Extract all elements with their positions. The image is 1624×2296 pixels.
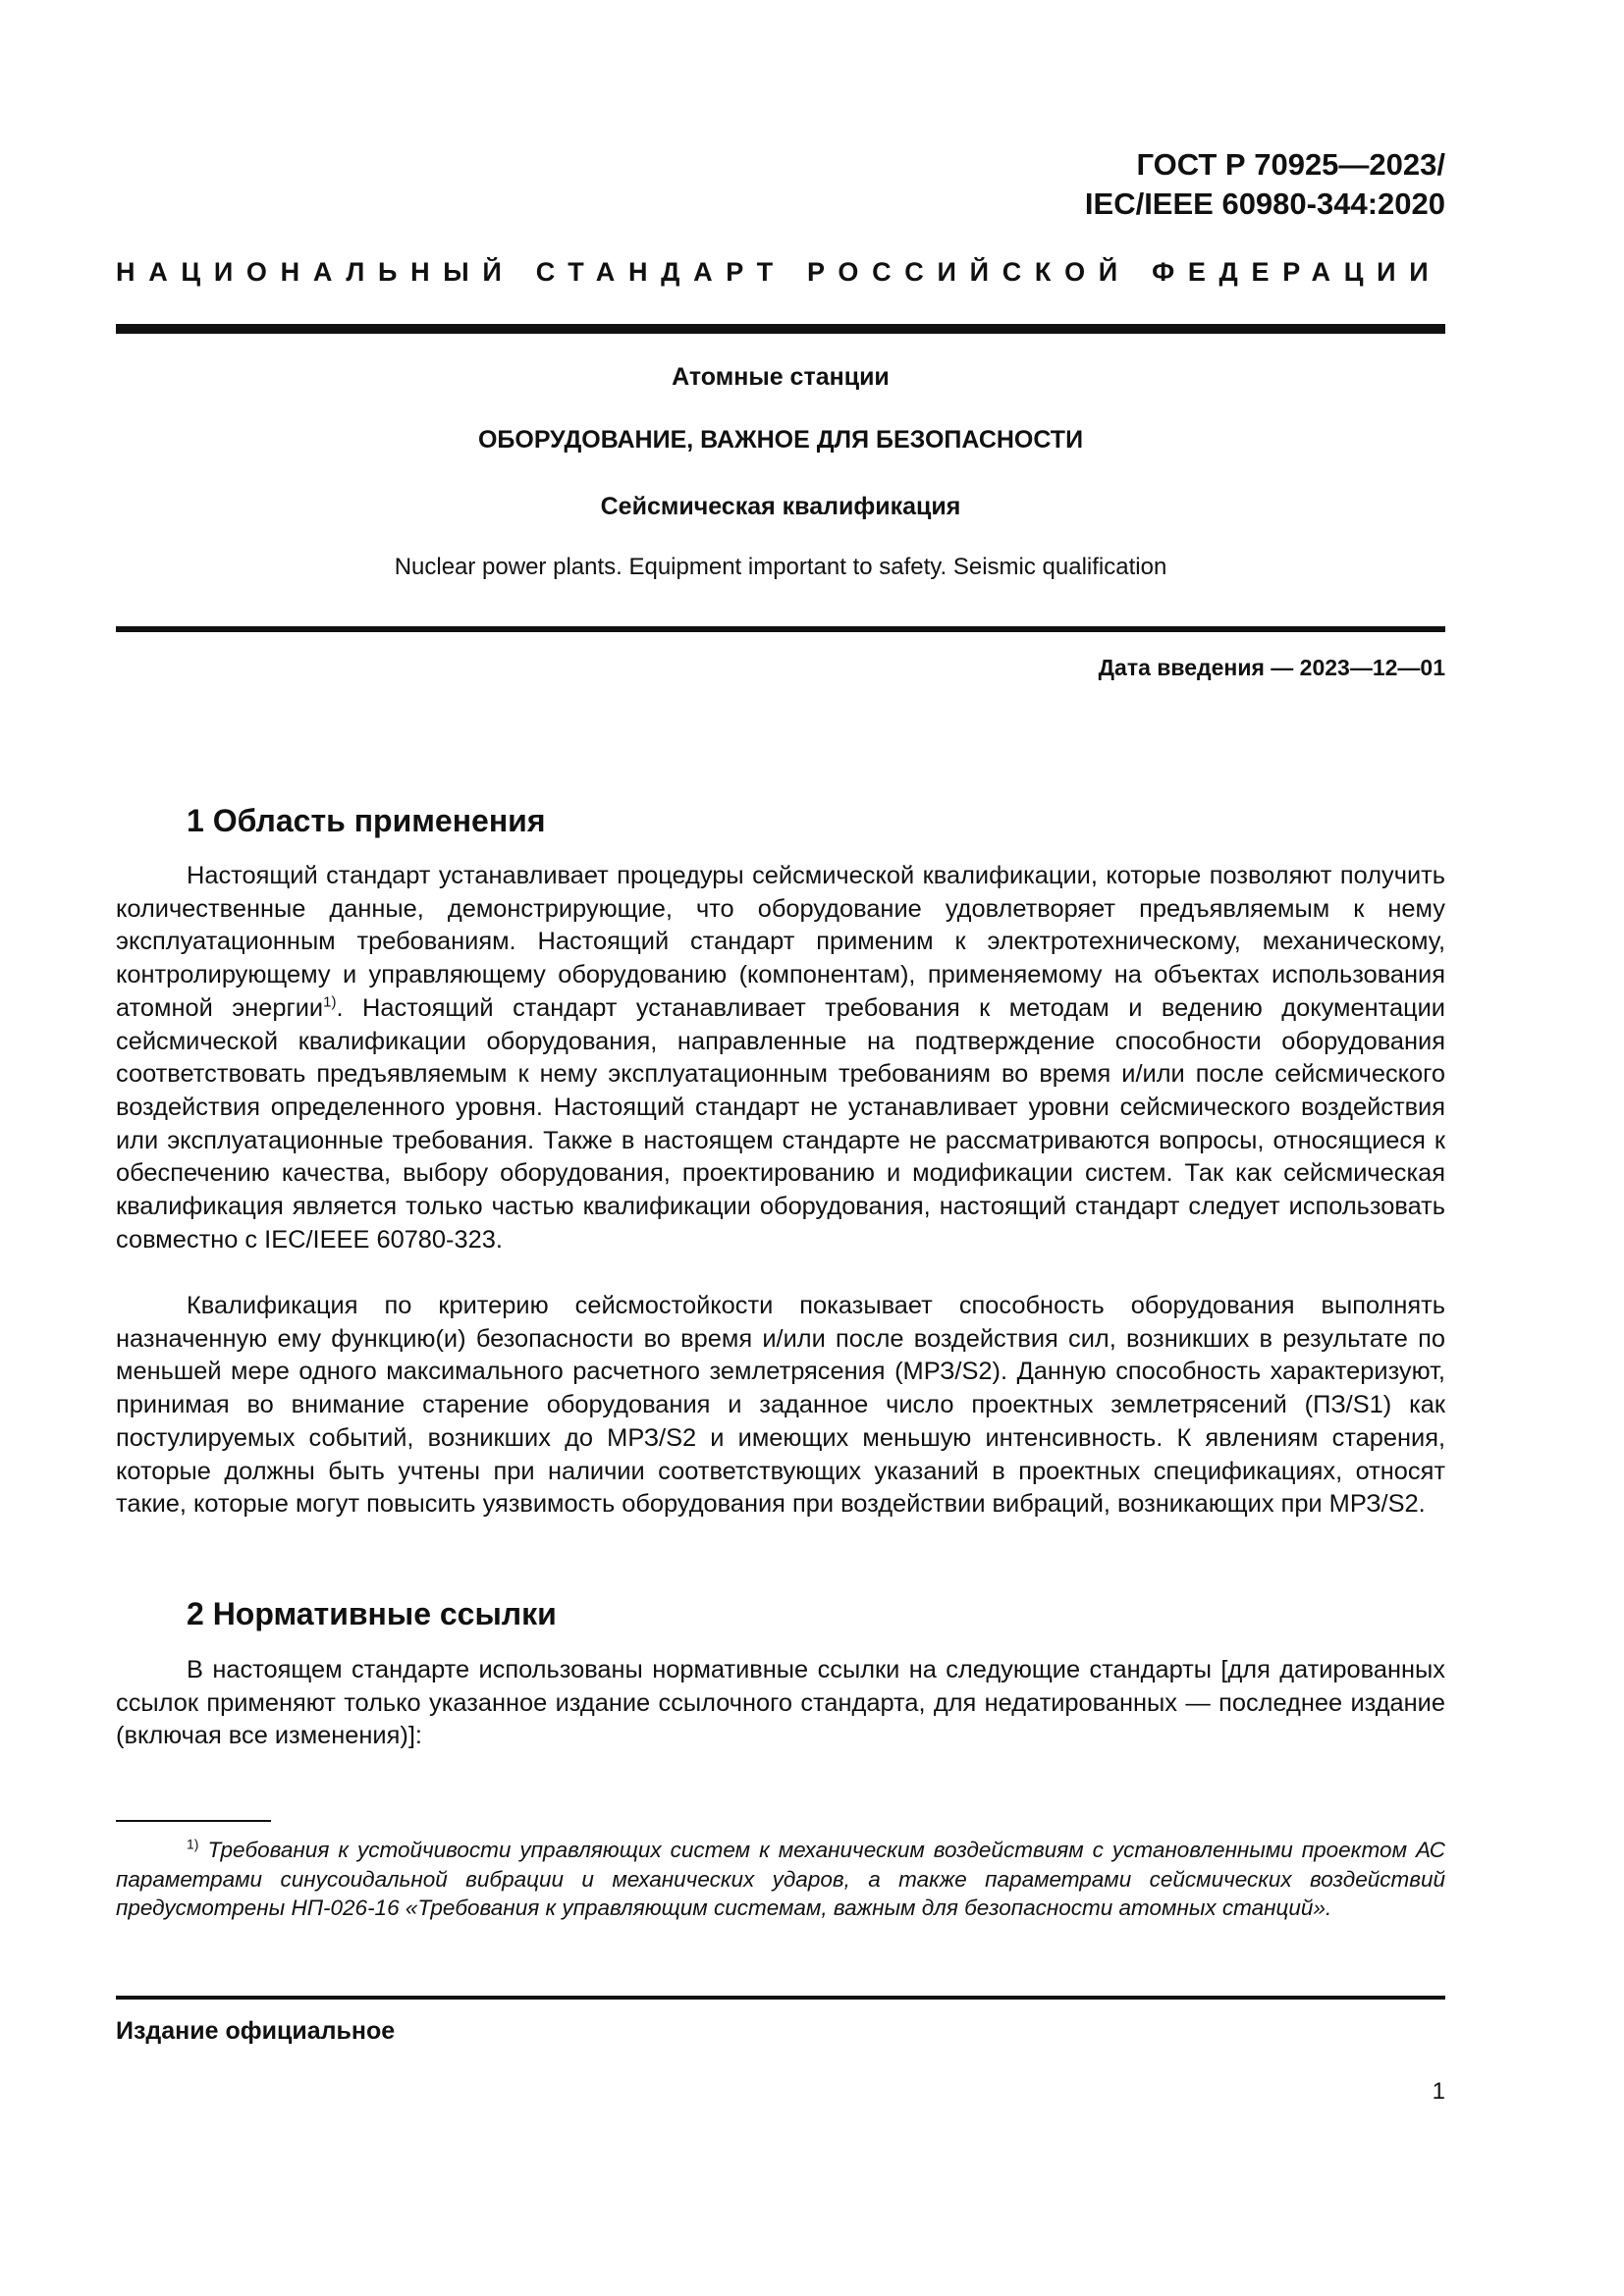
footnote xyxy=(116,1836,1445,1923)
title-subject: Сейсмическая квалификация xyxy=(600,493,961,520)
section-1-paragraph-1 xyxy=(116,860,1445,1256)
footnote-separator xyxy=(116,1820,271,1822)
title-main: ОБОРУДОВАНИЕ, ВАЖНОЕ ДЛЯ БЕЗОПАСНОСТИ xyxy=(477,426,1084,454)
standard-code-line-2: IEC/IEEE 60980-344:2020 xyxy=(1084,187,1445,221)
title-domain: Атомные станции xyxy=(672,363,890,391)
footer-divider xyxy=(116,1996,1445,2000)
national-standard-banner: НАЦИОНАЛЬНЫЙ СТАНДАРТ РОССИЙСКОЙ ФЕДЕРАЦИИ xyxy=(116,257,1442,287)
introduction-date: Дата введения — 2023—12—01 xyxy=(1098,655,1445,680)
standard-code-line-1: ГОСТ Р 70925—2023/ xyxy=(1136,147,1445,182)
page-number: 1 xyxy=(1432,2078,1445,2105)
section-2-heading: 2 Нормативные ссылки xyxy=(187,1596,557,1631)
footnote-text: Требования к устойчивости управляющих систем к механическим воздействиям с установленными проектом АС параметрами синусоидальной вибрации и механических ударов, а также параметрами сейсмических воздействий предусмотрены НП-026-16 «Требования к управляющим системам, важным для безопасности атомных станций». xyxy=(116,1838,1445,1920)
section-1-heading: 1 Область применения xyxy=(187,803,546,838)
section-1-paragraph-1-part-a: Настоящий стандарт устанавливает процедуры сейсмической квалификации, которые позволяют получить количественные данные, демонстрирующие, что оборудование удовлетворяет предъявляемым к нему эксплуатационным требованиям. Настоящий стандарт применим к электротехническому, механическому, контролирующему и управляющему оборудованию (компонентам), применяемому на объектах использования атомной энергии xyxy=(116,862,1445,1022)
section-2-paragraph-1: В настоящем стандарте использованы нормативные ссылки на следующие стандарты [для датированных ссылок применяют только указанное издание ссылочного стандарта, для недатированных — последнее издание (включая все изменения)]: xyxy=(116,1656,1445,1750)
top-divider xyxy=(116,324,1445,334)
footnote-reference[interactable]: 1) xyxy=(323,993,337,1011)
standard-code xyxy=(1085,145,1445,224)
section-1-paragraph-1-part-b: . Настоящий стандарт устанавливает требования к методам и ведению документации сейсмической квалификации оборудования, направленные на подтверждение способности оборудования соответствовать предъявляемым к нему эксплуатационным требованиям во время и/или после сейсмического воздействия определенного уровня. Настоящий стандарт не устанавливает уровни сейсмического воздействия или эксплуатационные требования. Также в настоящем стандарте не рассматриваются вопросы, относящиеся к обеспечению качества, выбору оборудования, проектированию и модификации систем. Так как сейсмическая квалификация является только частью квалификации оборудования, настоящий стандарт следует использовать совместно с IEC/IEEE 60780-323. xyxy=(116,993,1445,1254)
official-edition-label: Издание официальное xyxy=(116,2017,396,2045)
title-divider xyxy=(116,626,1445,632)
title-english: Nuclear power plants. Equipment important to safety. Seismic qualification xyxy=(394,554,1167,580)
section-1-paragraph-2: Квалификация по критерию сейсмостойкости показывает способность оборудования выполнять назначенную ему функцию(и) безопасности во время и/или после воздействия сил, возникших в результате по меньшей мере одного максимального расчетного землетрясения (МРЗ/S2). Данную способность характеризуют, принимая во внимание старение оборудования и заданное число проектных землетрясений (ПЗ/S1) как постулируемых событий, возникших до МРЗ/S2 и имеющих меньшую интенсивность. К явлениям старения, которые должны быть учтены при наличии соответствующих указаний в проектных спецификациях, относят такие, которые могут повысить уязвимость оборудования при воздействии вибраций, возникающих при МРЗ/S2. xyxy=(116,1292,1445,1519)
footnote-marker: 1) xyxy=(187,1836,199,1852)
